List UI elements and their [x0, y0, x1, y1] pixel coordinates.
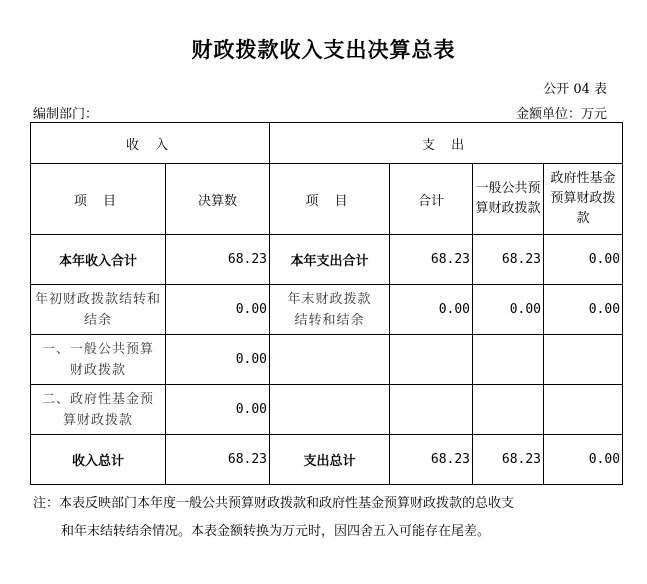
expense-fund: 0.00 [544, 285, 623, 335]
expense-header: 支 出 [270, 123, 623, 164]
expense-label: 支出总计 [270, 435, 390, 485]
income-value: 0.00 [166, 385, 270, 435]
unit-label: 金额单位：万元 [515, 107, 607, 122]
expense-general: 68.23 [473, 235, 544, 285]
expense-total: 68.23 [390, 235, 473, 285]
expense-total [390, 335, 473, 385]
expense-total: 0.00 [390, 285, 473, 335]
budget-table [30, 122, 623, 485]
income-label: 本年收入合计 [31, 235, 166, 285]
table-row [31, 235, 623, 285]
table-code: 公开 04 表 [543, 82, 607, 97]
footnote-line-1: 注：本表反映部门本年度一般公共预算财政拨款和政府性基金预算财政拨款的总收支 [33, 496, 515, 511]
page-title: 财政拨款收入支出决算总表 [191, 37, 456, 62]
expense-fund: 0.00 [544, 435, 623, 485]
expense-general [473, 335, 544, 385]
income-value: 68.23 [166, 235, 270, 285]
expense-item-header: 项 目 [270, 164, 390, 235]
expense-label [270, 385, 390, 435]
final-amount-header: 决算数 [166, 164, 270, 235]
gov-fund-header: 政府性基金预算财政拨款 [544, 164, 623, 235]
footnote-line-2: 和年末结转结余情况。本表金额转换为万元时，因四舍五入可能存在尾差。 [61, 524, 491, 539]
income-label: 收入总计 [31, 435, 166, 485]
expense-general [473, 385, 544, 435]
expense-fund: 0.00 [544, 235, 623, 285]
table-row [31, 285, 623, 335]
table-row [31, 385, 623, 435]
expense-total: 68.23 [390, 435, 473, 485]
expense-total [390, 385, 473, 435]
header-row-1 [31, 123, 623, 164]
expense-label: 年末财政拨款结转和结余 [270, 285, 390, 335]
income-value: 0.00 [166, 335, 270, 385]
footnote [33, 490, 613, 546]
income-label: 一、一般公共预算财政拨款 [31, 335, 166, 385]
total-header: 合计 [390, 164, 473, 235]
income-value: 0.00 [166, 285, 270, 335]
general-budget-header: 一般公共预算财政拨款 [473, 164, 544, 235]
table-row [31, 435, 623, 485]
expense-label: 本年支出合计 [270, 235, 390, 285]
expense-fund [544, 335, 623, 385]
expense-general: 0.00 [473, 285, 544, 335]
income-label: 二、政府性基金预算财政拨款 [31, 385, 166, 435]
expense-general: 68.23 [473, 435, 544, 485]
income-item-header: 项 目 [31, 164, 166, 235]
expense-label [270, 335, 390, 385]
income-label: 年初财政拨款结转和结余 [31, 285, 166, 335]
expense-fund [544, 385, 623, 435]
income-header: 收 入 [31, 123, 270, 164]
income-value: 68.23 [166, 435, 270, 485]
department-label: 编制部门： [33, 107, 99, 122]
table-row [31, 335, 623, 385]
header-row-2 [31, 164, 623, 235]
